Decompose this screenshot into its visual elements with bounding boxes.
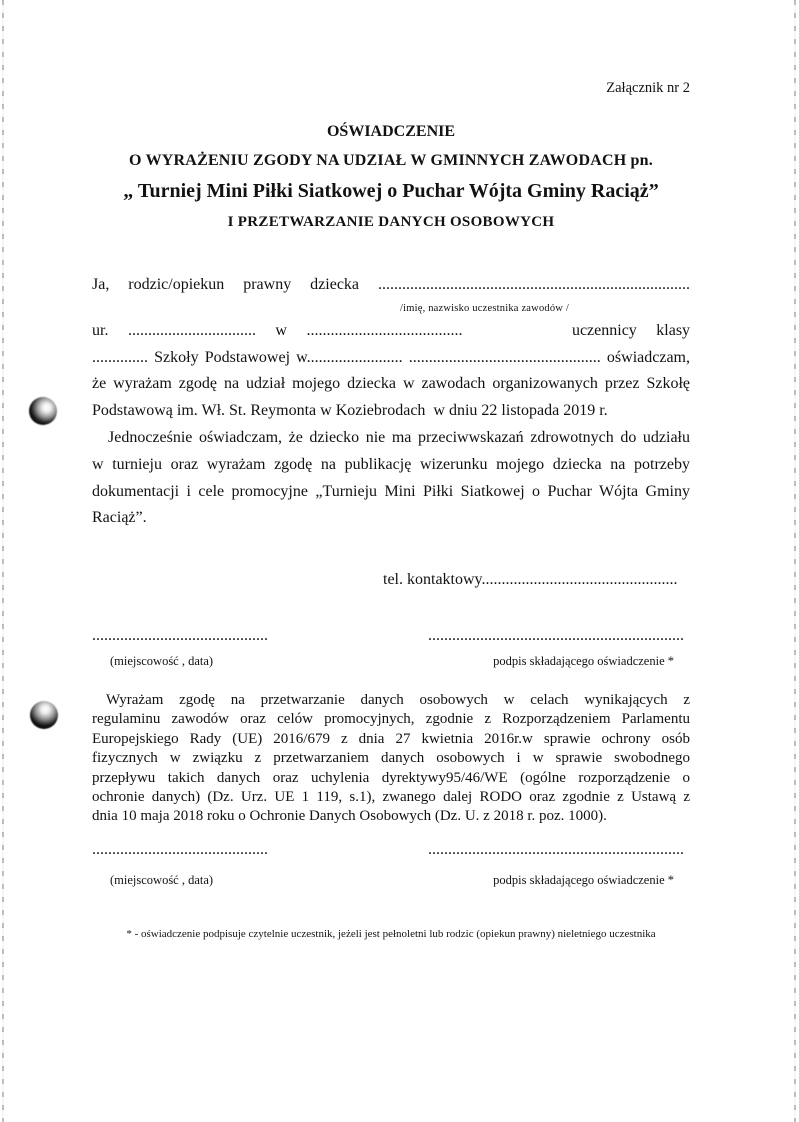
dotted-fill: ........................ [306, 348, 403, 366]
signature-dotted-line: ................................................................ [428, 627, 684, 644]
dotted-fill: ................................ [127, 321, 256, 339]
tournament-name: „ Turniej Mini Piłki Siatkowej o Puchar Wójta Gminy Raciąż” [123, 180, 659, 202]
consent-paragraph-line: Raciąż”. [92, 509, 147, 527]
birthdate-field-line [92, 318, 690, 345]
dotted-fill: ....................................... [306, 321, 463, 339]
field-label: Ja, rodzic/opiekun prawny dziecka [92, 276, 360, 293]
consent-paragraph-line: Podstawową im. Wł. St. Reymonta w Koziebrodach w dniu 22 listopada 2019 r. [92, 402, 608, 420]
consent-paragraph-line: w turnieju oraz wyrażam zgodę na publikację wizerunku mojego dziecka na potrzeby [92, 455, 690, 473]
place-date-dotted-line: ............................................ [92, 841, 268, 858]
document-header [92, 122, 690, 232]
rodo-paragraph-line: przepływu takich danych oraz uchylenia dyrektywy95/46/WE (ogólne rozporządzenie o [92, 769, 690, 786]
rodo-consent-paragraph [92, 691, 690, 827]
rodo-paragraph-line: fizycznych w związku z przetwarzaniem danych osobowych i w sprawie swobodnego [92, 750, 690, 767]
place-date-dotted-line: ............................................ [92, 627, 268, 644]
dotted-fill: .............. [92, 348, 148, 366]
signature-block-1 [92, 626, 690, 669]
data-processing-line: I PRZETWARZANIE DANYCH OSOBOWYCH [227, 214, 555, 230]
rodo-paragraph-line: Europejskiego Rady (UE) 2016/679 z dnia 27 kwietnia 2016r.w sprawie ochrony osób [92, 730, 690, 747]
name-field-caption: /imię, nazwisko uczestnika zawodów / [400, 302, 570, 314]
signature-dotted-line: ................................................................ [428, 841, 684, 858]
attachment-label: Załącznik nr 2 [606, 80, 690, 96]
parent-name-field-line [92, 272, 690, 299]
consent-subject-line: O WYRAŻENIU ZGODY NA UDZIAŁ W GMINNYCH ZAWODACH pn. [129, 152, 653, 169]
field-label: Szkoły Podstawowej w [154, 348, 307, 366]
declaration-paragraph [92, 272, 690, 532]
field-label: oświadczam, [606, 348, 690, 366]
phone-field-line [92, 567, 690, 593]
rodo-paragraph-line: regulaminu zawodów oraz celów promocyjnych, zgodnie z Rozporządzeniem Parlamentu [92, 711, 690, 728]
asterisk-footnote: * - oświadczenie podpisuje czytelnie uczestnik, jeżeli jest pełnoletni lub rodzic (opiekun prawny) nieletniego uczestnika [126, 928, 656, 940]
field-label: ur. [92, 321, 109, 339]
binder-hole-artifact-bottom [30, 701, 58, 729]
dotted-fill: ................................................ [408, 348, 601, 366]
signature-block-2 [92, 840, 690, 888]
place-date-caption: (miejscowość , data) [110, 873, 214, 887]
document-title: OŚWIADCZENIE [326, 123, 456, 140]
consent-paragraph-line: dokumentacji i cele promocyjne „Turnieju Mini Piłki Siatkowej o Puchar Wójta Gminy [92, 482, 690, 500]
dotted-fill: .............................................................................. [378, 276, 690, 293]
field-label: w [275, 321, 287, 339]
field-label: tel. kontaktowy [383, 571, 482, 588]
field-label: uczennicy klasy [571, 321, 691, 339]
school-field-line [92, 345, 690, 372]
place-date-caption: (miejscowość , data) [110, 654, 214, 668]
gap-spacer [482, 334, 572, 335]
signature-captions-row [92, 653, 690, 669]
dotted-fill: ................................................. [481, 571, 678, 588]
consent-paragraph-line: Jednocześnie oświadczam, że dziecko nie ma przeciwwskazań zdrowotnych do udziału [108, 428, 690, 446]
signature-lines-row [92, 626, 690, 646]
signature-caption: podpis składającego oświadczenie * [493, 654, 674, 668]
rodo-paragraph-line: Wyrażam zgodę na przetwarzanie danych osobowych w celach wynikających z [106, 692, 690, 708]
scan-edge-artifact-right [794, 0, 796, 1122]
rodo-paragraph-line: dnia 10 maja 2018 roku o Ochronie Danych Osobowych (Dz. U. z 2018 r. poz. 1000). [92, 808, 607, 825]
signature-captions-row [92, 872, 690, 888]
consent-paragraph-line: że wyrażam zgodę na udział mojego dziecka w zawodach organizowanych przez Szkołę [92, 375, 690, 393]
signature-lines-row [92, 840, 690, 860]
signature-caption: podpis składającego oświadczenie * [493, 873, 674, 887]
binder-hole-artifact-top [29, 397, 57, 425]
rodo-paragraph-line: ochronie danych) (Dz. Urz. UE 1 119, s.1), zwanego dalej RODO oraz zgodnie z Ustawą z [92, 789, 690, 806]
scan-edge-artifact-left [2, 0, 4, 1122]
